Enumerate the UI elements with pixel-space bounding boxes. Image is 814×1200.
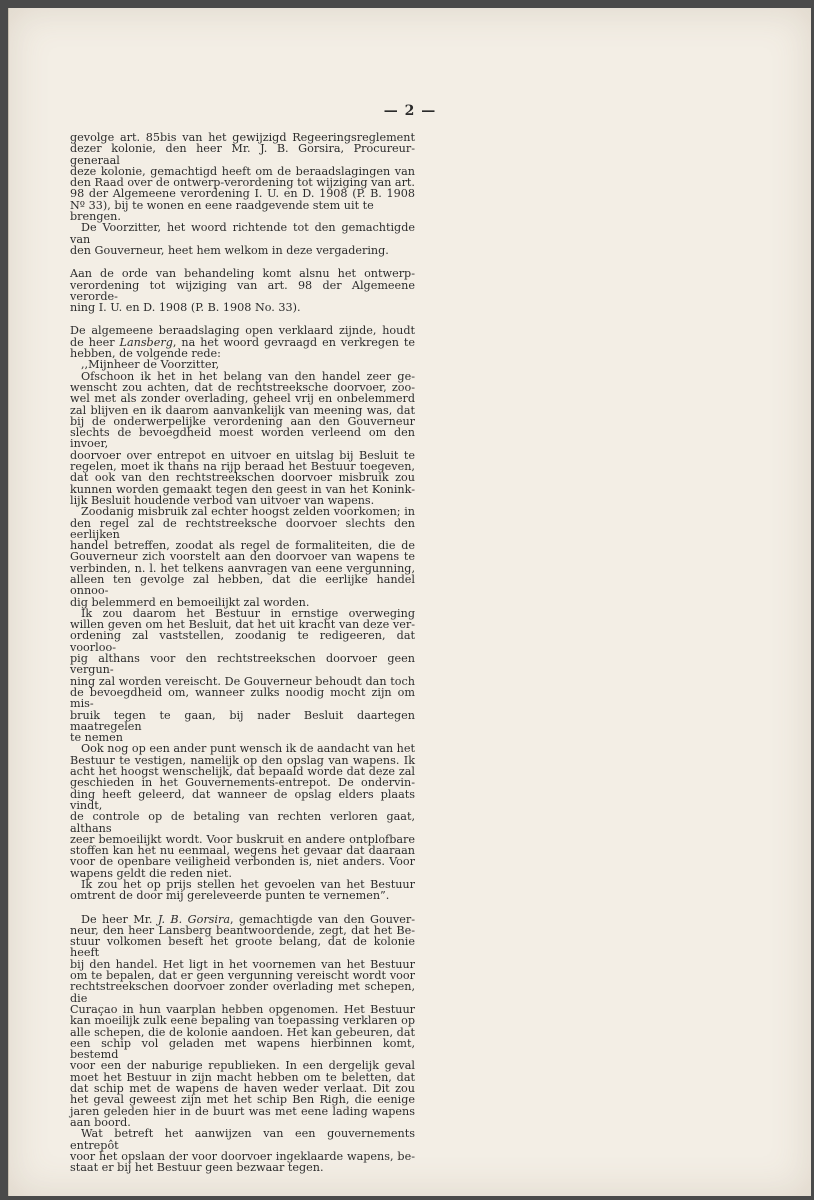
paragraph [70, 506, 415, 608]
text-line: Ik zou daarom het Bestuur in ernstige overweging [81, 606, 415, 620]
paragraph [70, 268, 415, 313]
paragraph [70, 1128, 415, 1173]
text-line: pig althans voor den rechtstreekschen doorvoer geen vergun- [70, 652, 415, 677]
text-line: wel met als zonder overlading, geheel vrij en onbelemmerd [70, 392, 415, 406]
text-line: dat schip met de wapens de haven weder verlaat. Dit zou [70, 1082, 415, 1096]
text-line: Aan de orde van behandeling komt alsnu het ontwerp- [70, 267, 415, 281]
text-line: dat ook van den rechtstreekschen doorvoer misbruik zou [70, 471, 415, 485]
text-line: aan boord. [70, 1115, 131, 1129]
paragraph [70, 132, 415, 222]
text-line: wapens geldt die reden niet. [70, 866, 232, 880]
text-line: lijk Besluit houdende verbod van uitvoer van wapens. [70, 493, 375, 507]
text-line: Gouverneur zich voorstelt aan den doorvoer van wapens te [70, 550, 415, 564]
text-line: 98 der Algemeene verordening I. U. en D. 1908 (P. B. 1908 [70, 187, 415, 201]
text-line: wenscht zou achten, dat de rechtstreeksche doorvoer, zoo- [70, 380, 415, 394]
paragraph [70, 371, 415, 507]
paragraph [70, 743, 415, 879]
text-line: omtrent de door mij gereleveerde punten te vernemen”. [70, 889, 390, 903]
text-line: den Raad over de ontwerp-verordening tot wijziging van art. [70, 176, 415, 190]
text-line: Ik zou het op prijs stellen het gevoelen van het Bestuur [81, 878, 415, 891]
text-line: ding heeft geleerd, dat wanneer de opslag elders plaats vindt, [70, 787, 415, 812]
text-line: gevolge art. 85bis van het gewijzigd Regeeringsreglement [70, 131, 415, 144]
text-line: den Gouverneur, heet hem welkom in deze vergadering. [70, 243, 389, 257]
text-line: zal blijven en ik daarom aanvankelijk van meening was, dat [70, 403, 415, 417]
text-line: handel betreffen, zoodat als regel de formaliteiten, die de [70, 539, 415, 553]
text-line: de bevoegdheid om, wanneer zulks noodig mocht zijn om mis- [70, 685, 415, 711]
text-line: alle schepen, die de kolonie aandoen. Het kan gebeuren, dat [70, 1025, 415, 1039]
text-line: om te bepalen, dat er geen vergunning vereischt wordt voor [70, 969, 415, 983]
text-line: neur, den heer Lansberg beantwoordende, zegt, dat het Be- [70, 923, 415, 937]
paragraph [70, 325, 415, 359]
text-line: jaren geleden hier in de buurt was met eene lading wapens [70, 1104, 415, 1118]
text-line: geschieden in het Gouvernements-entrepot. De ondervin- [70, 776, 415, 790]
text-line: verordening tot wijziging van art. 98 der Algemeene verorde- [70, 278, 415, 303]
text-line: voor het opslaan der voor doorvoer ingeklaarde wapens, be- [70, 1149, 415, 1163]
text-line: Ofschoon ik het in het belang van den handel zeer ge- [81, 369, 415, 383]
text-line: Bestuur te vestigen, namelijk op den opslag van wapens. Ik [70, 753, 415, 767]
text-line: kan moeilijk zulk eene bepaling van toepassing verklaren op [70, 1014, 415, 1028]
text-line: Nº 33), bij te wonen en eene raadgevende stem uit te brengen. [70, 198, 374, 224]
text-line: Wat betreft het aanwijzen van een gouvernements entrepôt [70, 1127, 415, 1152]
text-line: een schip vol geladen met wapens hierbinnen komt, bestemd [70, 1036, 415, 1062]
text-line: willen geven om het Besluit, dat het uit kracht van deze ver- [70, 618, 415, 632]
text-line: rechtstreekschen doorvoer zonder overlading met schepen, die [70, 980, 415, 1005]
page-number: — 2 — [383, 103, 437, 119]
text-line: den regel zal de rechtstreeksche doorvoer slechts den eerlijken [70, 516, 415, 541]
paragraph [70, 222, 415, 256]
text-line: acht het hoogst wenschelijk, dat bepaald worde dat deze zal [70, 765, 415, 779]
text-line: bruik tegen te gaan, bij nader Besluit daartegen maatregelen [70, 708, 415, 733]
paragraph [70, 879, 415, 902]
paragraph [70, 608, 415, 744]
text-line: dezer kolonie, den heer Mr. J. B. Gorsira, Procureur-generaal [70, 142, 415, 167]
text-line: stuur volkomen beseft het groote belang, dat de kolonie heeft [70, 935, 415, 960]
paragraph [70, 914, 415, 1129]
text-line: te nemen [70, 731, 123, 745]
text-line: ning zal worden vereischt. De Gouverneur behoudt dan toch [70, 674, 415, 688]
text-line: bij den handel. Het ligt in het voornemen van het Bestuur [70, 957, 415, 971]
text-line: alleen ten gevolge zal hebben, dat die eerlijke handel onnoo- [70, 572, 415, 598]
document-page [8, 8, 811, 1196]
text-line: regelen, moet ik thans na rijp beraad het Bestuur toegeven, [70, 460, 415, 474]
text-line: doorvoer over entrepot en uitvoer en uitslag bij Besluit te [70, 448, 415, 462]
text-line: dig belemmerd en bemoeilijkt zal worden. [70, 595, 310, 609]
text-line: Zoodanig misbruik zal echter hoogst zelden voorkomen; in [81, 505, 415, 519]
text-line: bij de onderwerpelijke verordening aan den Gouverneur [70, 414, 415, 428]
text-line: voor de openbare veiligheid verbonden is, niet anders. Voor [70, 855, 415, 869]
text-line: De algemeene beraadslaging open verklaard zijnde, houdt [70, 324, 415, 338]
text-line: Ook nog op een ander punt wensch ik de aandacht van het [81, 742, 415, 756]
text-line: voor een der naburige republieken. In een dergelijk geval [70, 1059, 415, 1073]
text-line: De heer Mr. J. B. Gorsira, gemachtigde van den Gouver- [81, 912, 415, 926]
text-column [70, 132, 415, 1173]
text-line: de heer Lansberg, na het woord gevraagd en verkregen te [70, 335, 415, 349]
text-line: De Voorzitter, het woord richtende tot den gemachtigde van [70, 221, 415, 246]
text-line: ning I. U. en D. 1908 (P. B. 1908 No. 33). [70, 301, 301, 315]
text-line: deze kolonie, gemachtigd heeft om de beraadslagingen van [70, 164, 415, 178]
text-line: zeer bemoeilijkt wordt. Voor buskruit en andere ontplofbare [70, 832, 415, 846]
text-line: ,,Mijnheer de Voorzitter, [81, 358, 220, 372]
text-line: kunnen worden gemaakt tegen den geest in van het Konink- [70, 482, 415, 496]
text-line: verbinden, n. l. het telkens aanvragen van eene vergunning, [70, 561, 415, 575]
text-line: ordening zal vaststellen, zoodanig te redigeeren, dat voorloo- [70, 629, 415, 654]
paragraph [70, 359, 415, 370]
text-line: Curaçao in hun vaarplan hebben opgenomen. Het Bestuur [70, 1002, 415, 1016]
text-line: het geval geweest zijn met het schip Ben Righ, die eenige [70, 1093, 415, 1107]
text-line: slechts de bevoegdheid moest worden verleend om den invoer, [70, 426, 415, 451]
text-line: stoffen kan het nu eenmaal, wegens het gevaar dat daaraan [70, 844, 415, 858]
text-line: hebben, de volgende rede: [70, 347, 221, 361]
text-line: moet het Bestuur in zijn macht hebben om te beletten, dat [70, 1070, 415, 1084]
text-line: de controle op de betaling van rechten verloren gaat, althans [70, 810, 415, 835]
text-line: staat er bij het Bestuur geen bezwaar tegen. [70, 1161, 324, 1175]
